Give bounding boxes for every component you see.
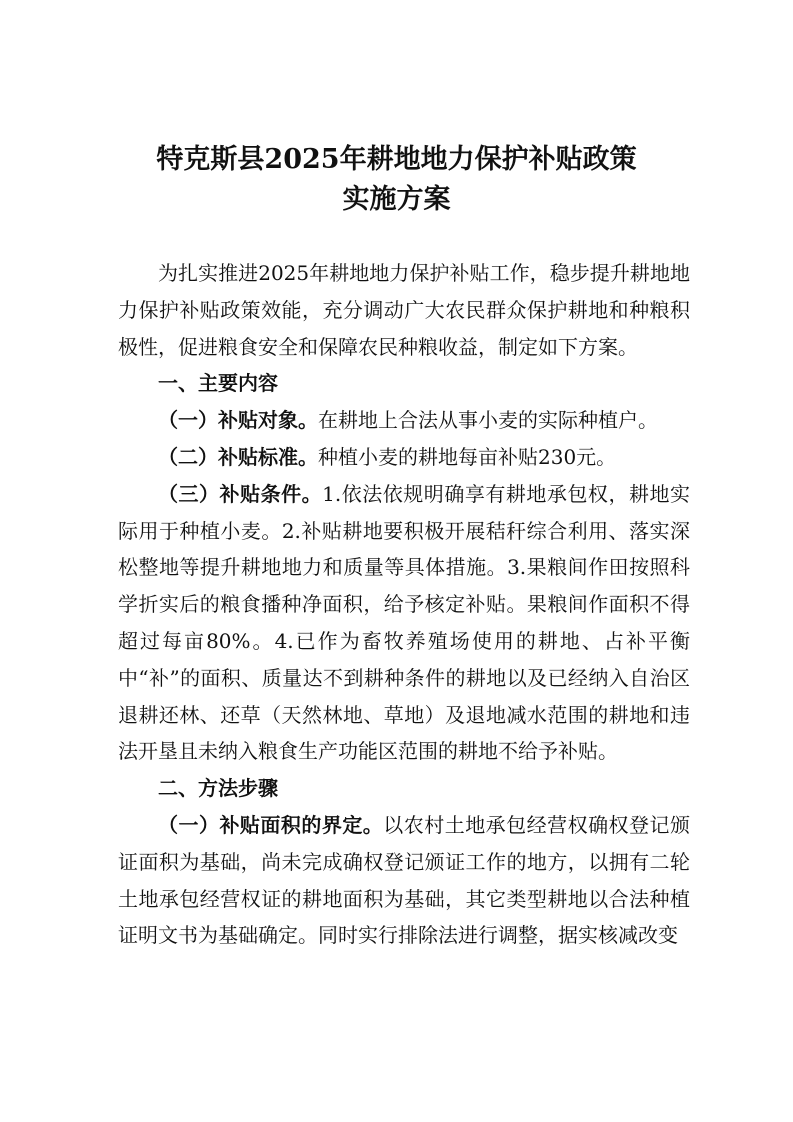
section2-heading: 二、方法步骤 — [158, 776, 278, 801]
document-title-line1: 特克斯县2025年耕地地力保护补贴政策 — [156, 144, 637, 175]
section1-item1-lead: （一）补贴对象。 — [158, 408, 318, 433]
section2-item1 — [118, 807, 690, 954]
intro-paragraph: 为扎实推进2025年耕地地力保护补贴工作，稳步提升耕地地力保护补贴政策效能，充分调动广大农民群众保护耕地和种粮积极性，促进粮食安全和保障农民种粮收益，制定如下方案。 — [118, 261, 690, 359]
section1-item2-lead: （二）补贴标准。 — [158, 444, 318, 469]
section1-item3 — [118, 476, 690, 770]
section2-item1-text: 以农村土地承包经营权确权登记颁证面积为基础，尚未完成确权登记颁证工作的地方，以拥有二轮土地承包经营权证的耕地面积为基础，其它类型耕地以合法种植证明文书为基础确定。同时实行排除法进行调整，据实核减改变 — [118, 812, 691, 948]
section2-item1-lead: （一）补贴面积的界定。 — [158, 812, 384, 837]
document-title-line2: 实施方案 — [342, 184, 451, 215]
document-body — [118, 255, 690, 954]
section1-item3-lead: （三）补贴条件。 — [158, 481, 323, 506]
section1-item2 — [118, 439, 690, 476]
section1-heading: 一、主要内容 — [158, 371, 278, 396]
section1-item1-text: 在耕地上合法从事小麦的实际种植户。 — [318, 408, 658, 433]
section1-item3-text: 1.依法依规明确享有耕地承包权，耕地实际用于种植小麦。2.补贴耕地要积极开展秸秆综合利用、落实深松整地等提升耕地地力和质量等具体措施。3.果粮间作田按照科学折实后的粮食播种净面积，给予核定补贴。果粮间作面积不得超过每亩80%。4.已作为畜牧养殖场使用的耕地、占补平衡中“补”的面积、质量达不到耕种条件的耕地以及已经纳入自治区退耕还林、还草（天然林地、草地）及退地减水范围的耕地和违法开垦且未纳入粮食生产功能区范围的耕地不给予补贴。 — [118, 481, 690, 764]
section1-item1 — [118, 402, 690, 439]
section1-item2-text: 种植小麦的耕地每亩补贴230元。 — [318, 444, 617, 469]
